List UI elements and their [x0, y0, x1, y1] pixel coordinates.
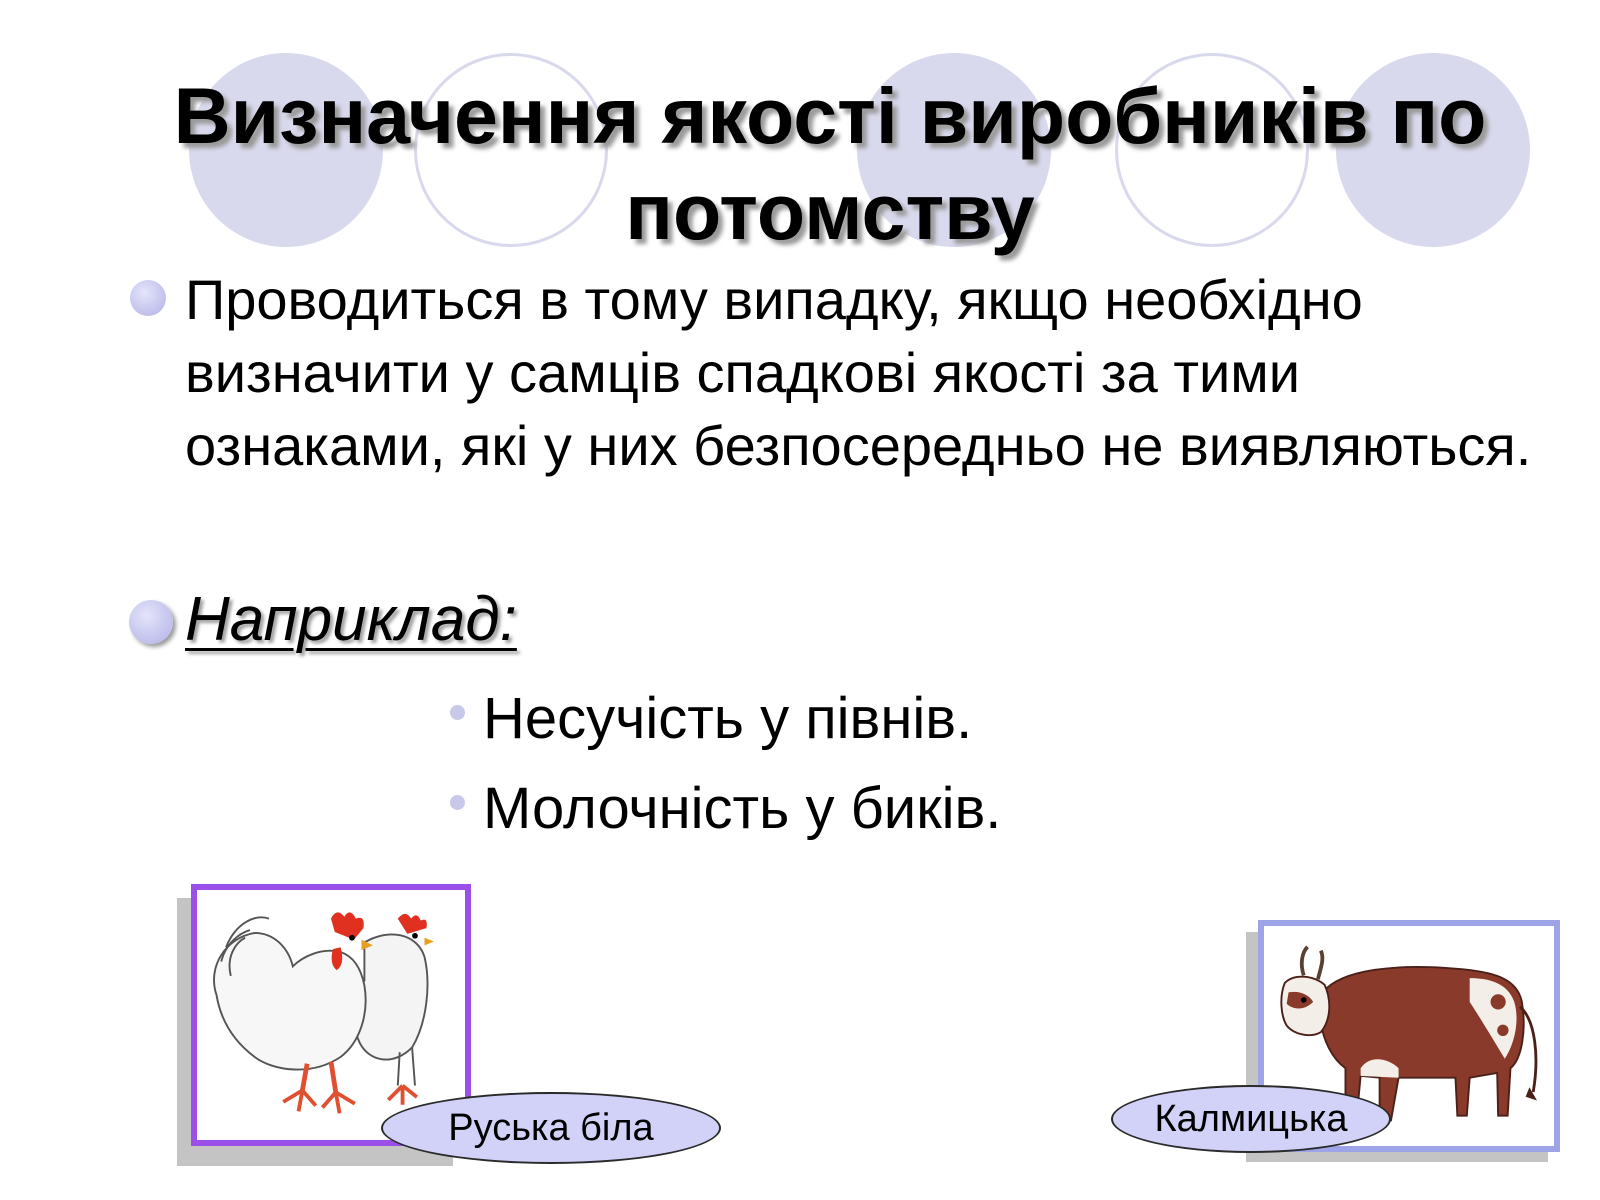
example-item-text: Несучість у півнів.: [483, 686, 973, 751]
image-caption: Калмицька: [1111, 1085, 1391, 1153]
bullet-icon: [130, 280, 166, 316]
body-paragraph: Проводиться в тому випадку, якщо необхідно визначити у самців спадкові якості за тими ознаками, які у них безпосередньо не виявляються.: [185, 268, 1532, 477]
slide-title: Визначення якості виробників по потомству: [173, 71, 1487, 256]
roosters-illustration-icon: [197, 890, 465, 1140]
sub-bullet-icon: [450, 795, 465, 810]
bullet-icon: [129, 600, 173, 644]
example-item: [450, 774, 1001, 844]
sub-bullet-icon: [450, 705, 465, 720]
example-label: Наприклад:: [185, 585, 517, 654]
example-item: [450, 684, 972, 754]
example-item-text: Молочність у биків.: [483, 776, 1002, 841]
image-caption: Руська біла: [381, 1092, 721, 1164]
